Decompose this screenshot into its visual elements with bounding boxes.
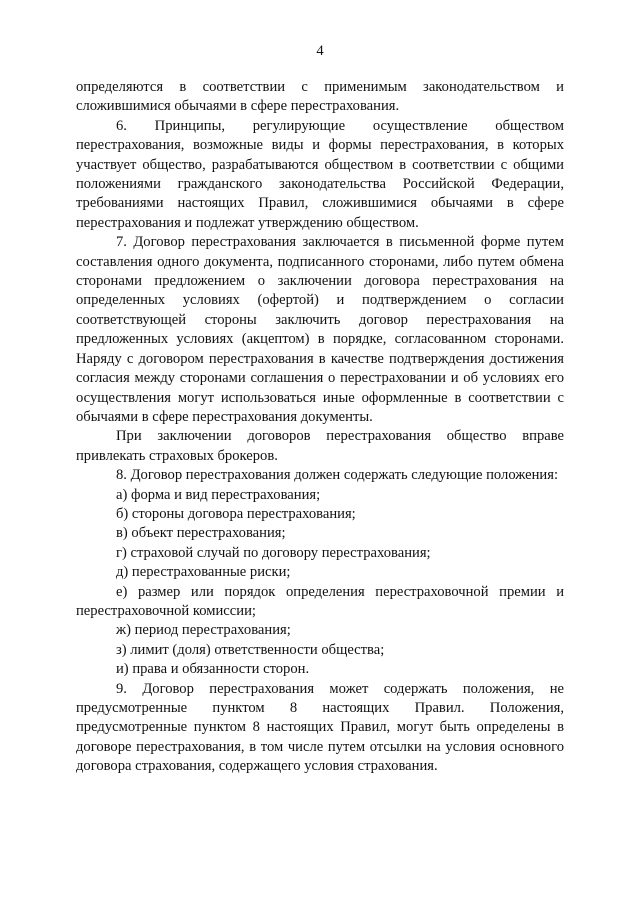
list-item-g: г) страховой случай по договору перестрахования; <box>116 544 431 561</box>
document-body <box>76 78 564 777</box>
paragraph-8: 8. Договор перестрахования должен содержать следующие положения: <box>116 467 559 484</box>
list-item-b: б) стороны договора перестрахования; <box>116 505 356 522</box>
list-item-a: а) форма и вид перестрахования; <box>116 486 321 503</box>
page-number: 4 <box>316 43 324 59</box>
list-item-i: и) права и обязанности сторон. <box>116 661 310 678</box>
list-item-v: в) объект перестрахования; <box>116 525 286 542</box>
paragraph-6: 6. Принципы, регулирующие осуществление обществом перестрахования, возможные виды и формы перестрахования, в которых участвует общество, разрабатываются обществом в соответствии с общими положениями гражданского законодательства Российской Федерации, требованиями настоящих Правил, сложившимися обычаями в сфере перестрахования и подлежат утверждению обществом. <box>76 117 564 231</box>
paragraph-continuation: определяются в соответствии с применимым законодательством и сложившимися обычаями в сфере перестрахования. <box>76 79 564 115</box>
list-item-zh: ж) период перестрахования; <box>116 622 291 639</box>
paragraph-7: 7. Договор перестрахования заключается в письменной форме путем составления одного документа, подписанного сторонами, либо путем обмена сторонами предложением о заключении договора перестрахования на определенных условиях (офертой) и подтверждением о согласии соответствующей стороны заключить договор перестрахования на предложенных условиях (акцептом) в порядке, согласованном сторонами. Наряду с договором перестрахования в качестве подтверждения достижения согласия между сторонами соглашения о перестраховании и об условиях его осуществления могут использоваться иные оформленные в соответствии с обычаями в сфере перестрахования документы. <box>76 234 564 425</box>
list-item-e: е) размер или порядок определения перестраховочной премии и перестраховочной комиссии; <box>76 583 564 619</box>
list-item-d: д) перестрахованные риски; <box>116 564 291 581</box>
list-item-z: з) лимит (доля) ответственности общества; <box>116 641 385 658</box>
paragraph-brokers: При заключении договоров перестрахования общество вправе привлекать страховых брокеров. <box>76 428 564 464</box>
paragraph-9: 9. Договор перестрахования может содержать положения, не предусмотренные пунктом 8 настоящих Правил. Положения, предусмотренные пунктом 8 настоящих Правил, могут быть определены в договоре перестрахования, в том числе путем отсылки на условия основного договора страхования, содержащего условия страхования. <box>76 680 564 775</box>
